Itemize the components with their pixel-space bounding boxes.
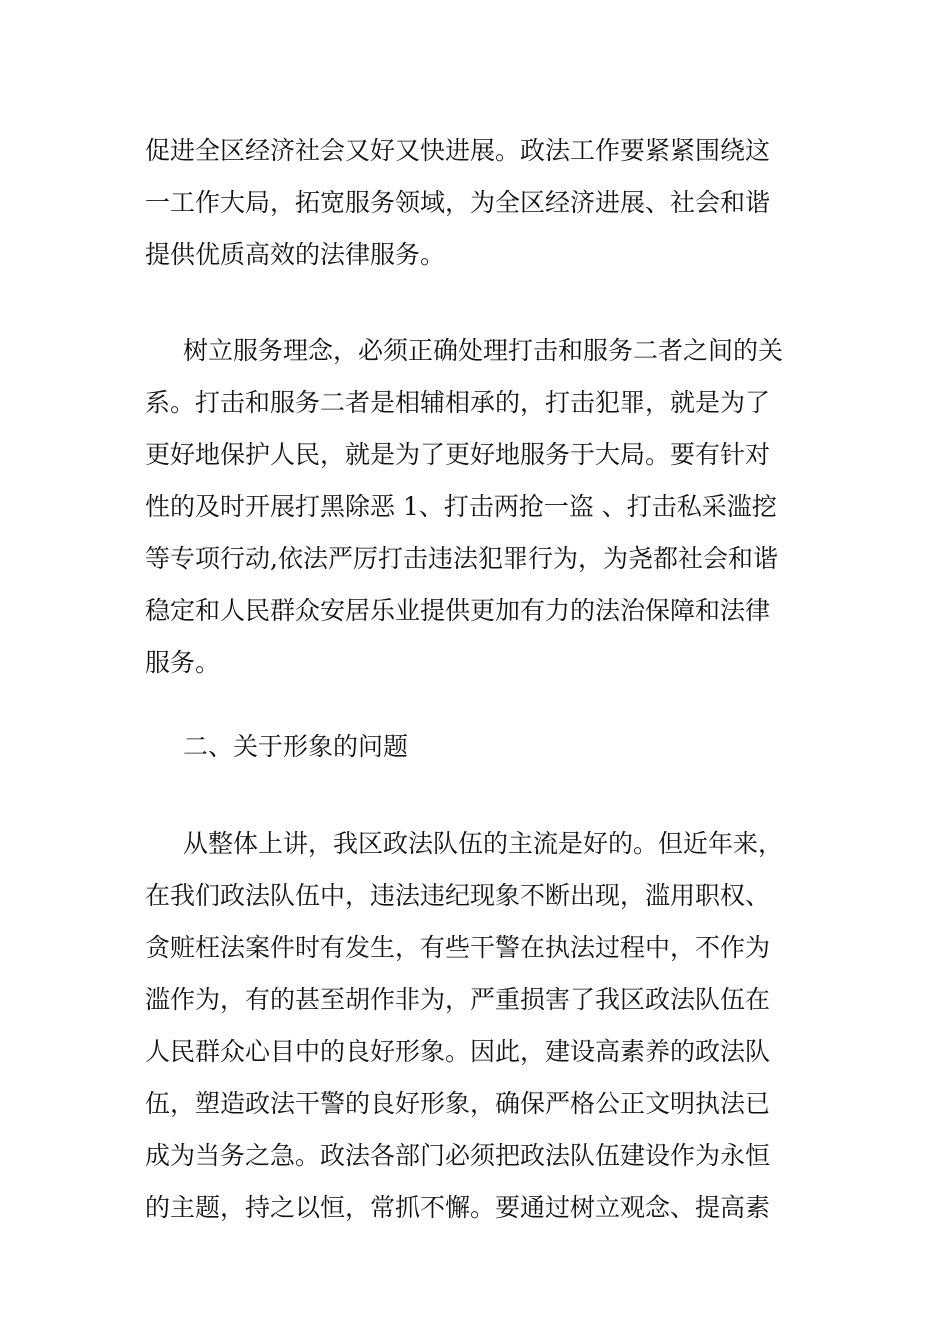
text-line: 系。打击和服务二者是相辅相承的，打击犯罪，就是为了 (145, 388, 771, 417)
text-line: 伍，塑造政法干警的良好形象，确保严格公正文明执法已 (145, 1089, 771, 1118)
text-line: 树立服务理念，必须正确处理打击和服务二者之间的关 (183, 336, 784, 365)
section-heading-image (145, 721, 815, 773)
text-line: 性的及时开展打黑除恶 1、打击两抢一盗 、打击私采滥挖 (145, 492, 777, 521)
paragraph-image-issue (145, 818, 815, 1234)
text-line: 从整体上讲，我区政法队伍的主流是好的。但近年来， (183, 829, 784, 858)
paragraph-service-concept (145, 325, 815, 689)
text-line: 人民群众心目中的良好形象。因此，建设高素养的政法队 (145, 1037, 771, 1066)
text-line: 更好地保护人民，就是为了更好地服务于大局。要有针对 (145, 440, 771, 469)
text-line: 在我们政法队伍中，违法违纪现象不断出现，滥用职权、 (145, 881, 771, 910)
text-line: 贪赃枉法案件时有发生，有些干警在执法过程中，不作为 (145, 933, 771, 962)
text-line: 滥作为，有的甚至胡作非为，严重损害了我区政法队伍在 (145, 985, 771, 1014)
text-line: 成为当务之急。政法各部门必须把政法队伍建设作为永恒 (145, 1141, 771, 1170)
text-line: 提供优质高效的法律服务。 (145, 240, 446, 269)
text-line: 稳定和人民群众安居乐业提供更加有力的法治保障和法律 (145, 596, 771, 625)
text-line: 促进全区经济社会又好又快进展。政法工作要紧紧围绕这 (145, 136, 771, 165)
text-line: 的主题，持之以恒，常抓不懈。要通过树立观念、提高素 (145, 1193, 771, 1222)
paragraph-service-continuation (145, 125, 815, 281)
section-heading: 二、关于形象的问题 (183, 732, 409, 761)
text-line: 一工作大局，拓宽服务领域，为全区经济进展、社会和谐 (145, 188, 771, 217)
text-line: 服务。 (145, 648, 221, 677)
text-line: 等专项行动,依法严厉打击违法犯罪行为，为尧都社会和谐 (145, 544, 778, 573)
